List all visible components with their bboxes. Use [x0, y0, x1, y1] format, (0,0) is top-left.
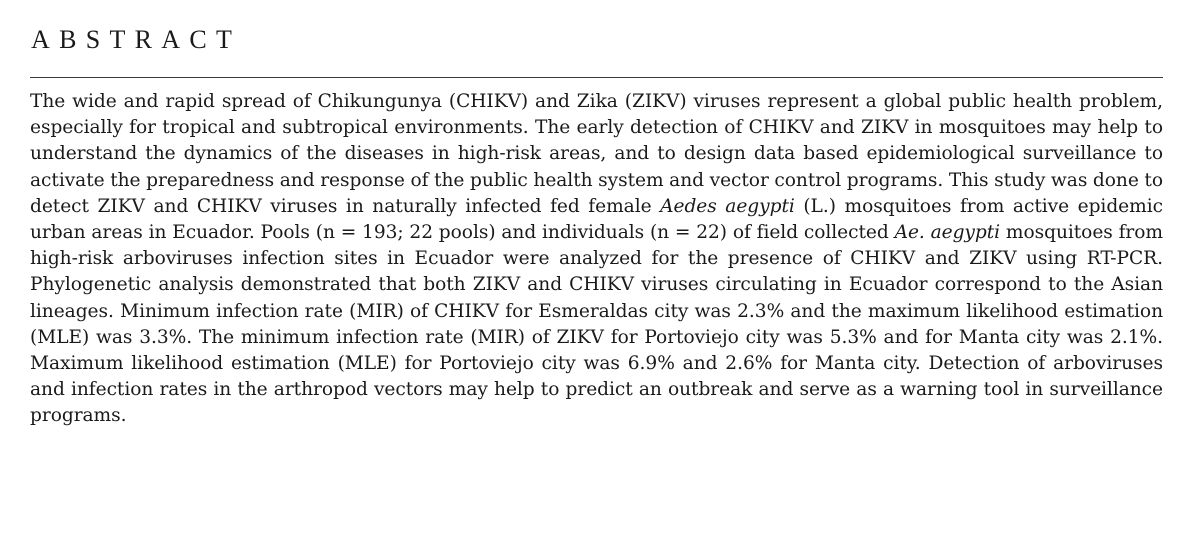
abstract-text-part-1: The wide and rapid spread of Chikungunya (CHIKV) and Zika (ZIKV) viruses represent a global public health problem, especially for tropical and subtropical environments. The early detection of CHIKV and ZIKV in mosquitoes may help to understand the dynamics of the diseases in high-risk areas, and to design data based epidemiological surveillance to activate the preparedness and response of the public health system and vector control programs. This study was done to detect ZIKV and CHIKV viruses in naturally infected fed female	[30, 91, 1163, 217]
abstract-text-part-2: (L.) mosquitoes from active epidemic urban areas in Ecuador. Pools (n = 193; 22 pools) and individuals (n = 22) of field collected	[30, 195, 1163, 244]
heading-divider	[30, 77, 1163, 78]
abstract-text-part-3: mosquitoes from high-risk arboviruses infection sites in Ecuador were analyzed for the presence of CHIKV and ZIKV using RT-PCR. Phylogenetic analysis demonstrated that both ZIKV and CHIKV viruses circulating in Ecuador correspond to the Asian lineages. Minimum infection rate (MIR) of CHIKV for Esmeraldas city was 2.3% and the maximum likelihood estimation (MLE) was 3.3%. The minimum infection rate (MIR) of ZIKV for Portoviejo city was 5.3% and for Manta city was 2.1%. Maximum likelihood estimation (MLE) for Portoviejo city was 6.9% and 2.6% for Manta city. Detection of arboviruses and infection rates in the arthropod vectors may help to predict an outbreak and serve as a warning tool in surveillance programs.	[30, 222, 1163, 427]
abstract-paragraph	[30, 89, 1163, 430]
abstract-heading: ABSTRACT	[31, 25, 242, 54]
species-name-italic: Aedes aegypti	[660, 195, 795, 217]
species-abbrev-italic: Ae. aegypti	[894, 222, 1001, 244]
